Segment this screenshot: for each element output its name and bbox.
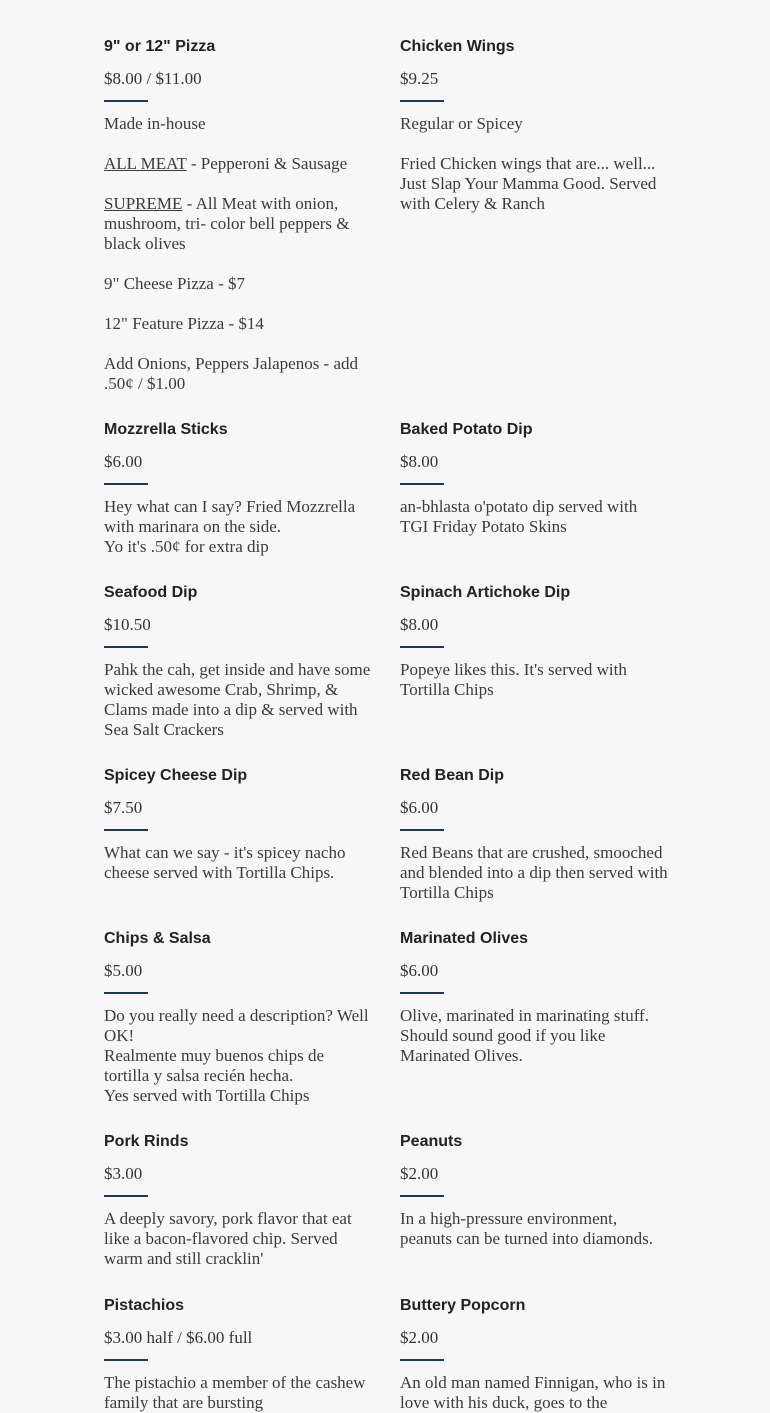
description-line: 9" Cheese Pizza - $7 xyxy=(104,274,246,293)
item-price: $3.00 xyxy=(104,1164,143,1183)
description-text: - All Meat with onion, mushroom, tri- color bell peppers & black olives xyxy=(104,194,350,253)
price-divider xyxy=(400,1195,444,1197)
menu-item-peanuts xyxy=(400,1132,668,1249)
item-price: $6.00 xyxy=(400,961,439,980)
item-description xyxy=(104,1209,372,1269)
item-price: $10.50 xyxy=(104,615,151,634)
description-line: The pistachio a member of the cashew family that are bursting xyxy=(104,1373,366,1412)
description-line: Fried Chicken wings that are... well... Just Slap Your Mamma Good. Served with Celery & Ranch xyxy=(400,154,657,213)
item-price: $7.50 xyxy=(104,798,143,817)
description-line: Regular or Spicey xyxy=(400,114,523,133)
item-price: $3.00 half / $6.00 full xyxy=(104,1328,253,1347)
price-divider xyxy=(104,100,148,102)
menu-item-marinated-olives xyxy=(400,929,668,1066)
item-name: Spicey Cheese Dip xyxy=(104,767,248,784)
item-description xyxy=(104,660,372,740)
item-price: $5.00 xyxy=(104,961,143,980)
item-price: $6.00 xyxy=(104,452,143,471)
menu-item-pistachios xyxy=(104,1296,372,1413)
item-description xyxy=(400,1006,668,1066)
item-description xyxy=(400,114,668,214)
item-name: 9" or 12" Pizza xyxy=(104,38,216,55)
item-price: $6.00 xyxy=(400,798,439,817)
description-line xyxy=(104,154,372,174)
price-divider xyxy=(400,829,444,831)
description-line: In a high-pressure environment, peanuts can be turned into diamonds. xyxy=(400,1209,654,1248)
description-line: What can we say - it's spicey nacho cheese served with Tortilla Chips. xyxy=(104,843,346,882)
price-divider xyxy=(104,829,148,831)
description-line: 12" Feature Pizza - $14 xyxy=(104,314,264,333)
description-line: Hey what can I say? Fried Mozzrella with marinara on the side. Yo it's .50¢ for extra dip xyxy=(104,497,356,556)
item-price: $8.00 / $11.00 xyxy=(104,69,202,88)
item-price: $2.00 xyxy=(400,1164,439,1183)
item-description xyxy=(400,1209,668,1249)
item-name: Seafood Dip xyxy=(104,584,198,601)
description-line: Olive, marinated in marinating stuff. Should sound good if you like Marinated Olives. xyxy=(400,1006,649,1065)
item-description xyxy=(104,1006,372,1106)
price-divider xyxy=(400,483,444,485)
supreme-link[interactable]: SUPREME xyxy=(104,194,183,213)
menu-item-spinach-artichoke-dip xyxy=(400,583,668,700)
description-line: Pahk the cah, get inside and have some wicked awesome Crab, Shrimp, & Clams made into a dip & served with Sea Salt Crackers xyxy=(104,660,371,739)
item-name: Peanuts xyxy=(400,1133,463,1150)
item-price: $9.25 xyxy=(400,69,439,88)
description-line: Do you really need a description? Well OK! Realmente muy buenos chips de tortilla y salsa recién hecha. Yes served with Tortilla Chips xyxy=(104,1006,369,1105)
item-price: $8.00 xyxy=(400,615,439,634)
price-divider xyxy=(400,100,444,102)
description-line: an-bhlasta o'potato dip served with TGI Friday Potato Skins xyxy=(400,497,638,536)
item-description xyxy=(400,660,668,700)
description-line: Popeye likes this. It's served with Tortilla Chips xyxy=(400,660,627,699)
description-line: Made in-house xyxy=(104,114,206,133)
description-line xyxy=(104,194,372,254)
menu-item-baked-potato-dip xyxy=(400,420,668,537)
description-line: Add Onions, Peppers Jalapenos - add .50¢ / $1.00 xyxy=(104,354,359,393)
price-divider xyxy=(104,1359,148,1361)
item-description xyxy=(400,497,668,537)
price-divider xyxy=(400,646,444,648)
item-name: Pistachios xyxy=(104,1297,185,1314)
item-name: Chips & Salsa xyxy=(104,930,211,947)
item-description xyxy=(104,1373,372,1413)
price-divider xyxy=(104,992,148,994)
item-name: Buttery Popcorn xyxy=(400,1297,526,1314)
item-description xyxy=(104,843,372,883)
item-name: Mozzrella Sticks xyxy=(104,421,228,438)
menu-item-seafood-dip xyxy=(104,583,372,740)
item-name: Pork Rinds xyxy=(104,1133,189,1150)
item-price: $8.00 xyxy=(400,452,439,471)
item-name: Baked Potato Dip xyxy=(400,421,533,438)
menu-item-mozzarella-sticks xyxy=(104,420,372,557)
price-divider xyxy=(104,483,148,485)
item-name: Marinated Olives xyxy=(400,930,529,947)
all-meat-link[interactable]: ALL MEAT xyxy=(104,154,187,173)
menu-item-red-bean-dip xyxy=(400,766,668,903)
menu-item-buttery-popcorn xyxy=(400,1296,668,1413)
item-description xyxy=(104,114,372,394)
item-name: Red Bean Dip xyxy=(400,767,505,784)
item-description xyxy=(400,1373,668,1413)
menu-item-chips-salsa xyxy=(104,929,372,1106)
item-price: $2.00 xyxy=(400,1328,439,1347)
item-name: Chicken Wings xyxy=(400,38,515,55)
price-divider xyxy=(104,646,148,648)
menu-item-pork-rinds xyxy=(104,1132,372,1269)
menu-item-wings xyxy=(400,37,668,214)
description-line: An old man named Finnigan, who is in love with his duck, goes to the xyxy=(400,1373,666,1412)
item-description xyxy=(104,497,372,557)
description-line: Red Beans that are crushed, smooched and blended into a dip then served with Tortilla Chips xyxy=(400,843,668,902)
item-description xyxy=(400,843,668,903)
price-divider xyxy=(400,1359,444,1361)
menu-item-spicey-cheese-dip xyxy=(104,766,372,883)
item-name: Spinach Artichoke Dip xyxy=(400,584,571,601)
description-line: A deeply savory, pork flavor that eat like a bacon-flavored chip. Served warm and still cracklin' xyxy=(104,1209,352,1268)
menu-item-pizza xyxy=(104,37,372,394)
price-divider xyxy=(104,1195,148,1197)
description-text: - Pepperoni & Sausage xyxy=(186,154,348,173)
price-divider xyxy=(400,992,444,994)
